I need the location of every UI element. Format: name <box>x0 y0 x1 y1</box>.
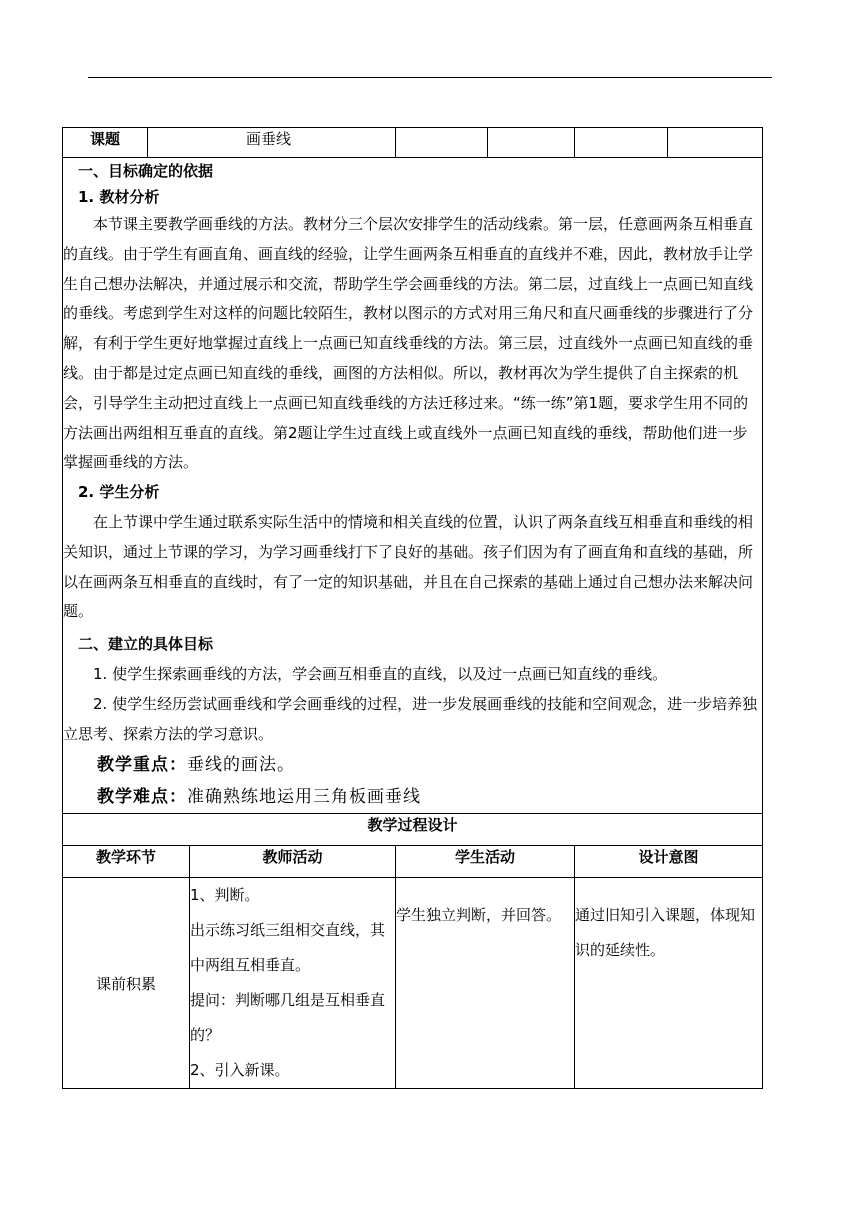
section-1-heading: 一、目标确定的依据 <box>78 162 214 180</box>
col-head-teacher: 教师活动 <box>190 846 396 878</box>
empty-cell-2 <box>488 128 575 158</box>
teacher-line-4: 2、引入新课。 <box>190 1061 290 1080</box>
section-1-2-heading: 2. 学生分析 <box>78 483 160 502</box>
empty-cell-1 <box>396 128 488 158</box>
difficult-point <box>63 781 762 813</box>
empty-cell-4 <box>668 128 763 158</box>
section-2-heading: 二、建立的具体目标 <box>78 635 214 654</box>
table-row-intent: 通过旧知引入课题，体现知识的延续性。 <box>575 878 763 1089</box>
col-head-student: 学生活动 <box>396 846 575 878</box>
teacher-line-3: 提问：判断哪几组是互相垂直的？ <box>190 991 386 1045</box>
table-row-teacher <box>190 878 396 1089</box>
process-title: 教学过程设计 <box>63 814 763 846</box>
key-point <box>63 749 762 781</box>
table-row-stage: 课前积累 <box>63 878 190 1089</box>
objectives-section <box>63 158 763 814</box>
section-1-1-heading: 1. 教材分析 <box>78 188 160 206</box>
header-rule <box>88 77 772 78</box>
table-row-student: 学生独立判断，并回答。 <box>396 878 575 1089</box>
key-point-label: 教学重点： <box>97 755 187 776</box>
teacher-line-1: 1、判断。 <box>190 886 260 905</box>
student-analysis-text: 在上节课中学生通过联系实际生活中的情境和相关直线的位置，认识了两条直线互相垂直和垂线的相关知识，通过上节课的学习，为学习画垂线打下了良好的基础。孩子们因为有了画直角和直线的基础，所以在画两条互相垂直的直线时，有了一定的知识基础，并且在自己探索的基础上通过自己想办法来解决问题。 <box>63 512 754 621</box>
topic-label: 课题 <box>63 128 148 158</box>
goal-item-1: 1. 使学生探索画垂线的方法，学会画互相垂直的直线，以及过一点画已知直线的垂线。 <box>93 664 668 683</box>
empty-cell-3 <box>575 128 668 158</box>
goal-item-2: 2. 使学生经历尝试画垂线和学会画垂线的过程，进一步发展画垂线的技能和空间观念，进一步培养独立思考、探索方法的学习意识。 <box>63 694 758 743</box>
difficult-point-text: 准确熟练地运用三角板画垂线 <box>187 787 421 808</box>
key-point-text: 垂线的画法。 <box>187 755 295 776</box>
topic-value: 画垂线 <box>148 128 396 158</box>
difficult-point-label: 教学难点： <box>97 787 187 808</box>
teacher-line-2: 出示练习纸三组相交直线，其中两组互相垂直。 <box>190 921 386 975</box>
lesson-plan-table <box>62 127 763 1089</box>
col-head-stage: 教学环节 <box>63 846 190 878</box>
col-head-intent: 设计意图 <box>575 846 763 878</box>
textbook-analysis-text: 本节课主要教学画垂线的方法。教材分三个层次安排学生的活动线索。第一层，任意画两条互相垂直的直线。由于学生有画直角、画直线的经验，让学生画两条互相垂直的直线并不难，因此，教材放手让学生自己想办法解决，并通过展示和交流，帮助学生学会画垂线的方法。第二层，过直线上一点画已知直线的垂线。考虑到学生对这样的问题比较陌生，教材以图示的方式对用三角尺和直尺画垂线的步骤进行了分解，有利于学生更好地掌握过直线上一点画已知直线垂线的方法。第三层，过直线外一点画已知直线的垂线。由于都是过定点画已知直线的垂线，画图的方法相似。所以，教材再次为学生提供了自主探索的机会，引导学生主动把过直线上一点画已知直线垂线的方法迁移过来。“练一练”第1题，要求学生用不同的方法画出两组相互垂直的直线。第2题让学生过直线上或直线外一点画已知直线的垂线，帮助他们进一步掌握画垂线的方法。 <box>63 215 754 472</box>
